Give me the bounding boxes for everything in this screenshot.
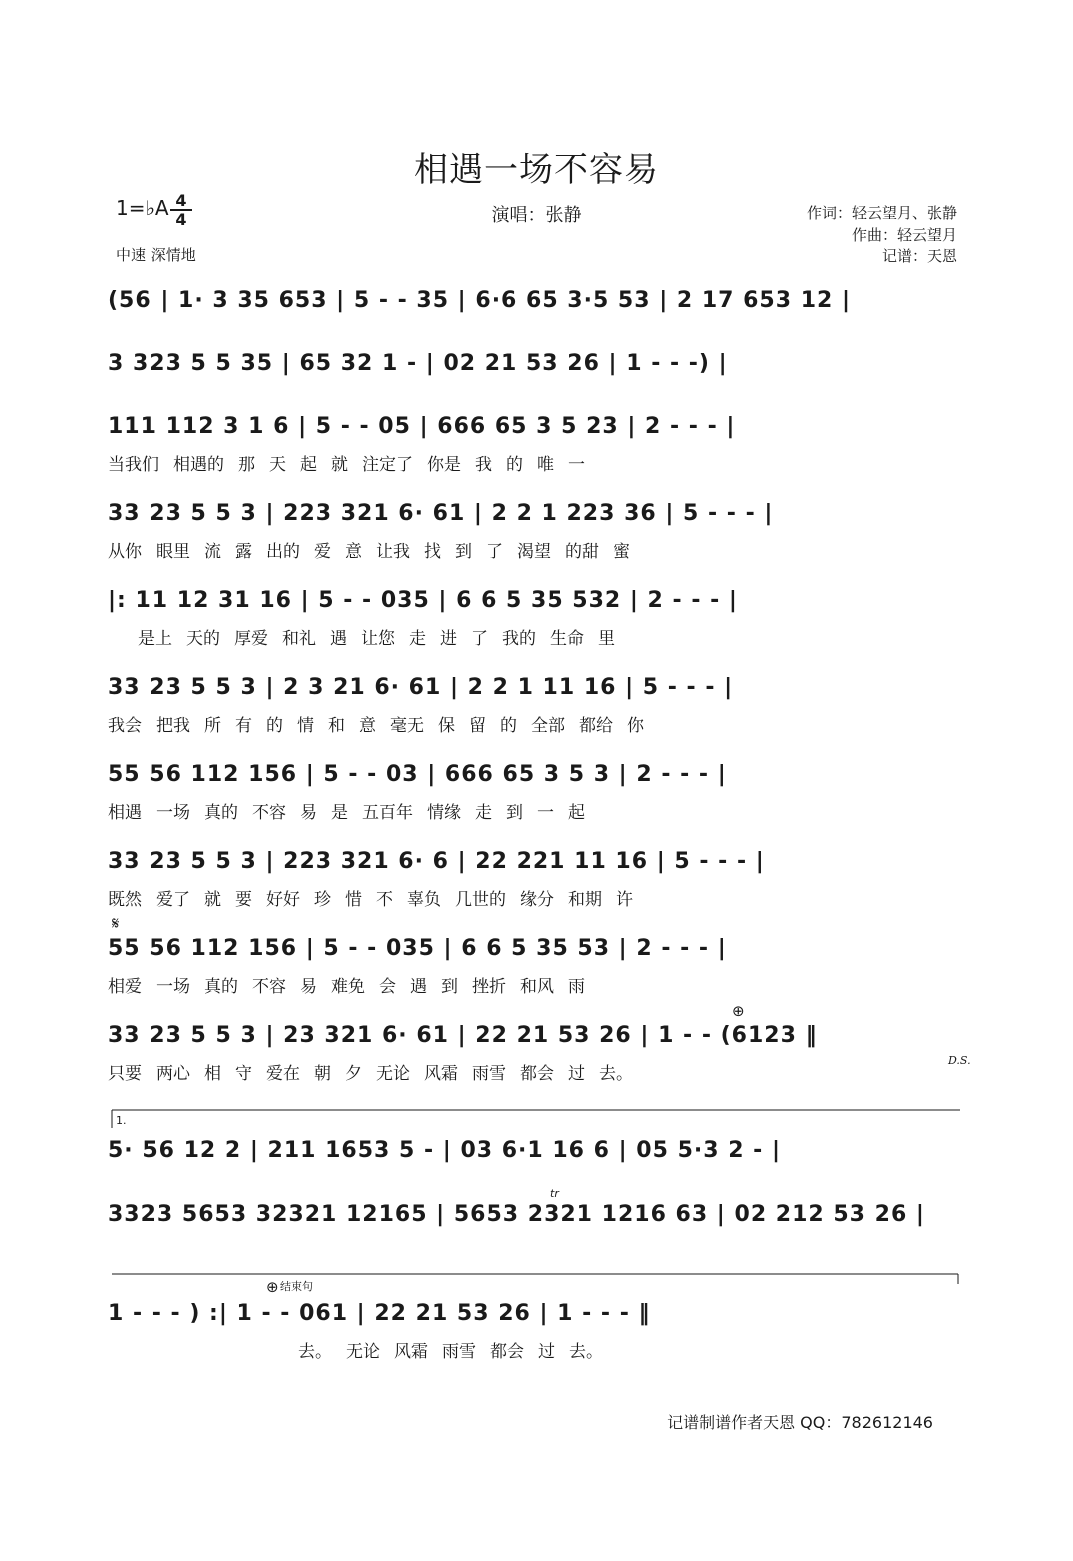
song-title: 相遇一场不容易	[414, 150, 659, 190]
lyric-word: 渴望	[517, 542, 551, 562]
lyric-word: 进	[440, 629, 457, 649]
lyric-word: 和礼	[282, 629, 316, 649]
lyric-word: 去。	[298, 1342, 332, 1362]
lyric-word: 珍	[314, 890, 331, 910]
lyric-word: 雨雪	[442, 1342, 476, 1362]
lyric-word: 起	[300, 455, 317, 475]
lyric-word: 只要	[108, 1064, 142, 1084]
notation-line-3: 111 112 3 1 6 | 5 - - 05 | 666 65 3 5 23 | 2 - - - |	[108, 414, 736, 439]
lyric-word: 走	[409, 629, 426, 649]
lyric-word: 爱了	[156, 890, 190, 910]
lyric-word: 相	[204, 1064, 221, 1084]
lyric-word: 过	[538, 1342, 555, 1362]
lyric-word: 有	[235, 716, 252, 736]
lyric-word: 两心	[156, 1064, 190, 1084]
lyric-word: 毫无	[390, 716, 424, 736]
lyric-word: 朝	[314, 1064, 331, 1084]
lyric-word: 惜	[345, 890, 362, 910]
lyric-word: 易	[300, 977, 317, 997]
lyric-word: 就	[331, 455, 348, 475]
lyric-word: 夕	[345, 1064, 362, 1084]
lyric-word: 我会	[108, 716, 142, 736]
lyric-word: 雨雪	[472, 1064, 506, 1084]
lyric-word: 真的	[204, 977, 238, 997]
lyric-word: 都会	[520, 1064, 554, 1084]
lyric-word: 到	[455, 542, 472, 562]
lyric-word: 是	[331, 803, 348, 823]
ending-phrase-label: 结束句	[280, 1280, 313, 1293]
lyric-word: 难免	[331, 977, 365, 997]
lyricist-credit: 作词：轻云望月、张静	[806, 204, 957, 222]
lyric-word: 到	[506, 803, 523, 823]
key-signature: 1=♭A	[116, 196, 169, 220]
lyric-word: 那	[238, 455, 255, 475]
coda-sign: ⊕	[732, 1002, 745, 1020]
lyric-word: 既然	[108, 890, 142, 910]
lyric-word: 把我	[156, 716, 190, 736]
notation-line-13: 1 - - - ) :| 1 - - 061 | 22 21 53 26 | 1 - - - ‖	[108, 1301, 651, 1326]
notation-line-12: 3323 5653 32321 12165 | 5653 2321 1216 63 | 02 212 53 26 |	[108, 1202, 925, 1227]
lyric-word: 相遇	[108, 803, 142, 823]
lyric-word: 从你	[108, 542, 142, 562]
lyric-word: 许	[616, 890, 633, 910]
lyric-word: 找	[424, 542, 441, 562]
dal-segno-marking: D.S.	[948, 1054, 971, 1067]
lyric-word: 一	[568, 455, 585, 475]
lyric-word: 你	[627, 716, 644, 736]
lyric-word: 风霜	[424, 1064, 458, 1084]
notation-line-2: 3 323 5 5 35 | 65 32 1 - | 02 21 53 26 | 1 - - -) |	[108, 351, 728, 376]
singer-credit: 演唱：张静	[491, 205, 582, 226]
lyric-word: 生命	[550, 629, 584, 649]
lyric-word: 雨	[568, 977, 585, 997]
lyric-word: 天	[269, 455, 286, 475]
lyric-word: 不容	[252, 803, 286, 823]
notation-line-4: 33 23 5 5 3 | 223 321 6· 61 | 2 2 1 223 36 | 5 - - - |	[108, 501, 774, 526]
lyric-word: 当我们	[108, 455, 159, 475]
lyric-word: 你是	[427, 455, 461, 475]
first-ending-label: 1.	[116, 1114, 127, 1127]
lyric-word: 真的	[204, 803, 238, 823]
lyric-word: 挫折	[472, 977, 506, 997]
lyric-word: 五百年	[362, 803, 413, 823]
lyric-word: 情缘	[427, 803, 461, 823]
lyric-word: 会	[379, 977, 396, 997]
notation-line-6: 33 23 5 5 3 | 2 3 21 6· 61 | 2 2 1 11 16 | 5 - - - |	[108, 675, 734, 700]
lyric-word: 唯	[537, 455, 554, 475]
lyric-word: 起	[568, 803, 585, 823]
lyric-word: 几世的	[455, 890, 506, 910]
lyric-word: 情	[297, 716, 314, 736]
lyric-word: 的甜	[565, 542, 599, 562]
lyric-word: 保	[438, 716, 455, 736]
lyric-word: 眼里	[156, 542, 190, 562]
lyric-word: 一场	[156, 977, 190, 997]
lyric-word: 一场	[156, 803, 190, 823]
time-signature-denominator: 4	[175, 210, 187, 229]
lyric-word: 出的	[266, 542, 300, 562]
lyric-word: 相爱	[108, 977, 142, 997]
lyric-word: 走	[475, 803, 492, 823]
lyric-word: 缘分	[520, 890, 554, 910]
lyric-word: 都会	[490, 1342, 524, 1362]
segno-sign: 𝄋	[112, 914, 120, 934]
lyric-word: 不容	[252, 977, 286, 997]
transcriber-footer: 记谱制谱作者天恩 QQ：782612146	[667, 1413, 933, 1432]
lyric-word: 露	[235, 542, 252, 562]
lyric-word: 了	[471, 629, 488, 649]
lyric-word: 意	[345, 542, 362, 562]
lyric-word: 去。	[569, 1342, 603, 1362]
lyric-word: 所	[204, 716, 221, 736]
lyric-word: 里	[598, 629, 615, 649]
transcriber-credit: 记谱：天恩	[881, 247, 957, 265]
lyric-word: 蜜	[613, 542, 630, 562]
lyric-word: 注定了	[362, 455, 413, 475]
lyric-word: 天的	[186, 629, 220, 649]
tempo-marking: 中速 深情地	[116, 246, 196, 264]
lyric-word: 流	[204, 542, 221, 562]
time-signature-numerator: 4	[170, 192, 192, 211]
notation-line-11: 5· 56 12 2 | 211 1653 5 - | 03 6·1 16 6 | 05 5·3 2 - |	[108, 1138, 781, 1163]
lyric-word: 辜负	[407, 890, 441, 910]
lyric-word: 和期	[568, 890, 602, 910]
lyric-word: 我	[475, 455, 492, 475]
lyric-word: 无论	[346, 1342, 380, 1362]
lyric-word: 相遇的	[173, 455, 224, 475]
lyric-word: 好好	[266, 890, 300, 910]
notation-line-5: |: 11 12 31 16 | 5 - - 035 | 6 6 5 35 532 | 2 - - - |	[108, 588, 738, 613]
lyric-word: 过	[568, 1064, 585, 1084]
lyric-word: 遇	[410, 977, 427, 997]
lyric-word: 去。	[599, 1064, 633, 1084]
lyric-word: 爱在	[266, 1064, 300, 1084]
lyric-word: 的	[266, 716, 283, 736]
lyric-word: 守	[235, 1064, 252, 1084]
lyric-word: 不	[376, 890, 393, 910]
lyric-word: 意	[359, 716, 376, 736]
notation-line-1: (56 | 1· 3 35 653 | 5 - - 35 | 6·6 65 3·5 53 | 2 17 653 12 |	[108, 288, 852, 313]
notation-line-9: 55 56 112 156 | 5 - - 035 | 6 6 5 35 53 | 2 - - - |	[108, 936, 727, 961]
lyric-word: 到	[441, 977, 458, 997]
lyric-word: 让我	[376, 542, 410, 562]
lyric-word: 我的	[502, 629, 536, 649]
coda-sign-ending: ⊕	[266, 1278, 279, 1296]
lyric-word: 易	[300, 803, 317, 823]
lyric-word: 的	[500, 716, 517, 736]
notation-line-8: 33 23 5 5 3 | 223 321 6· 6 | 22 221 11 16 | 5 - - - |	[108, 849, 765, 874]
lyric-word: 一	[537, 803, 554, 823]
lyric-word: 和	[328, 716, 345, 736]
lyric-word: 厚爱	[234, 629, 268, 649]
trill-marking: tr	[550, 1187, 559, 1200]
lyric-word: 和风	[520, 977, 554, 997]
lyric-word: 是上	[138, 629, 172, 649]
notation-line-10: 33 23 5 5 3 | 23 321 6· 61 | 22 21 53 26 | 1 - - (6123 ‖	[108, 1023, 818, 1048]
lyric-word: 全部	[531, 716, 565, 736]
lyric-word: 要	[235, 890, 252, 910]
lyric-word: 留	[469, 716, 486, 736]
lyric-word: 都给	[579, 716, 613, 736]
lyric-word: 了	[486, 542, 503, 562]
composer-credit: 作曲：轻云望月	[851, 226, 957, 244]
lyric-word: 无论	[376, 1064, 410, 1084]
lyric-word: 的	[506, 455, 523, 475]
lyric-word: 让您	[361, 629, 395, 649]
lyric-word: 风霜	[394, 1342, 428, 1362]
lyric-word: 遇	[330, 629, 347, 649]
lyric-word: 爱	[314, 542, 331, 562]
lyric-word: 就	[204, 890, 221, 910]
notation-line-7: 55 56 112 156 | 5 - - 03 | 666 65 3 5 3 | 2 - - - |	[108, 762, 727, 787]
